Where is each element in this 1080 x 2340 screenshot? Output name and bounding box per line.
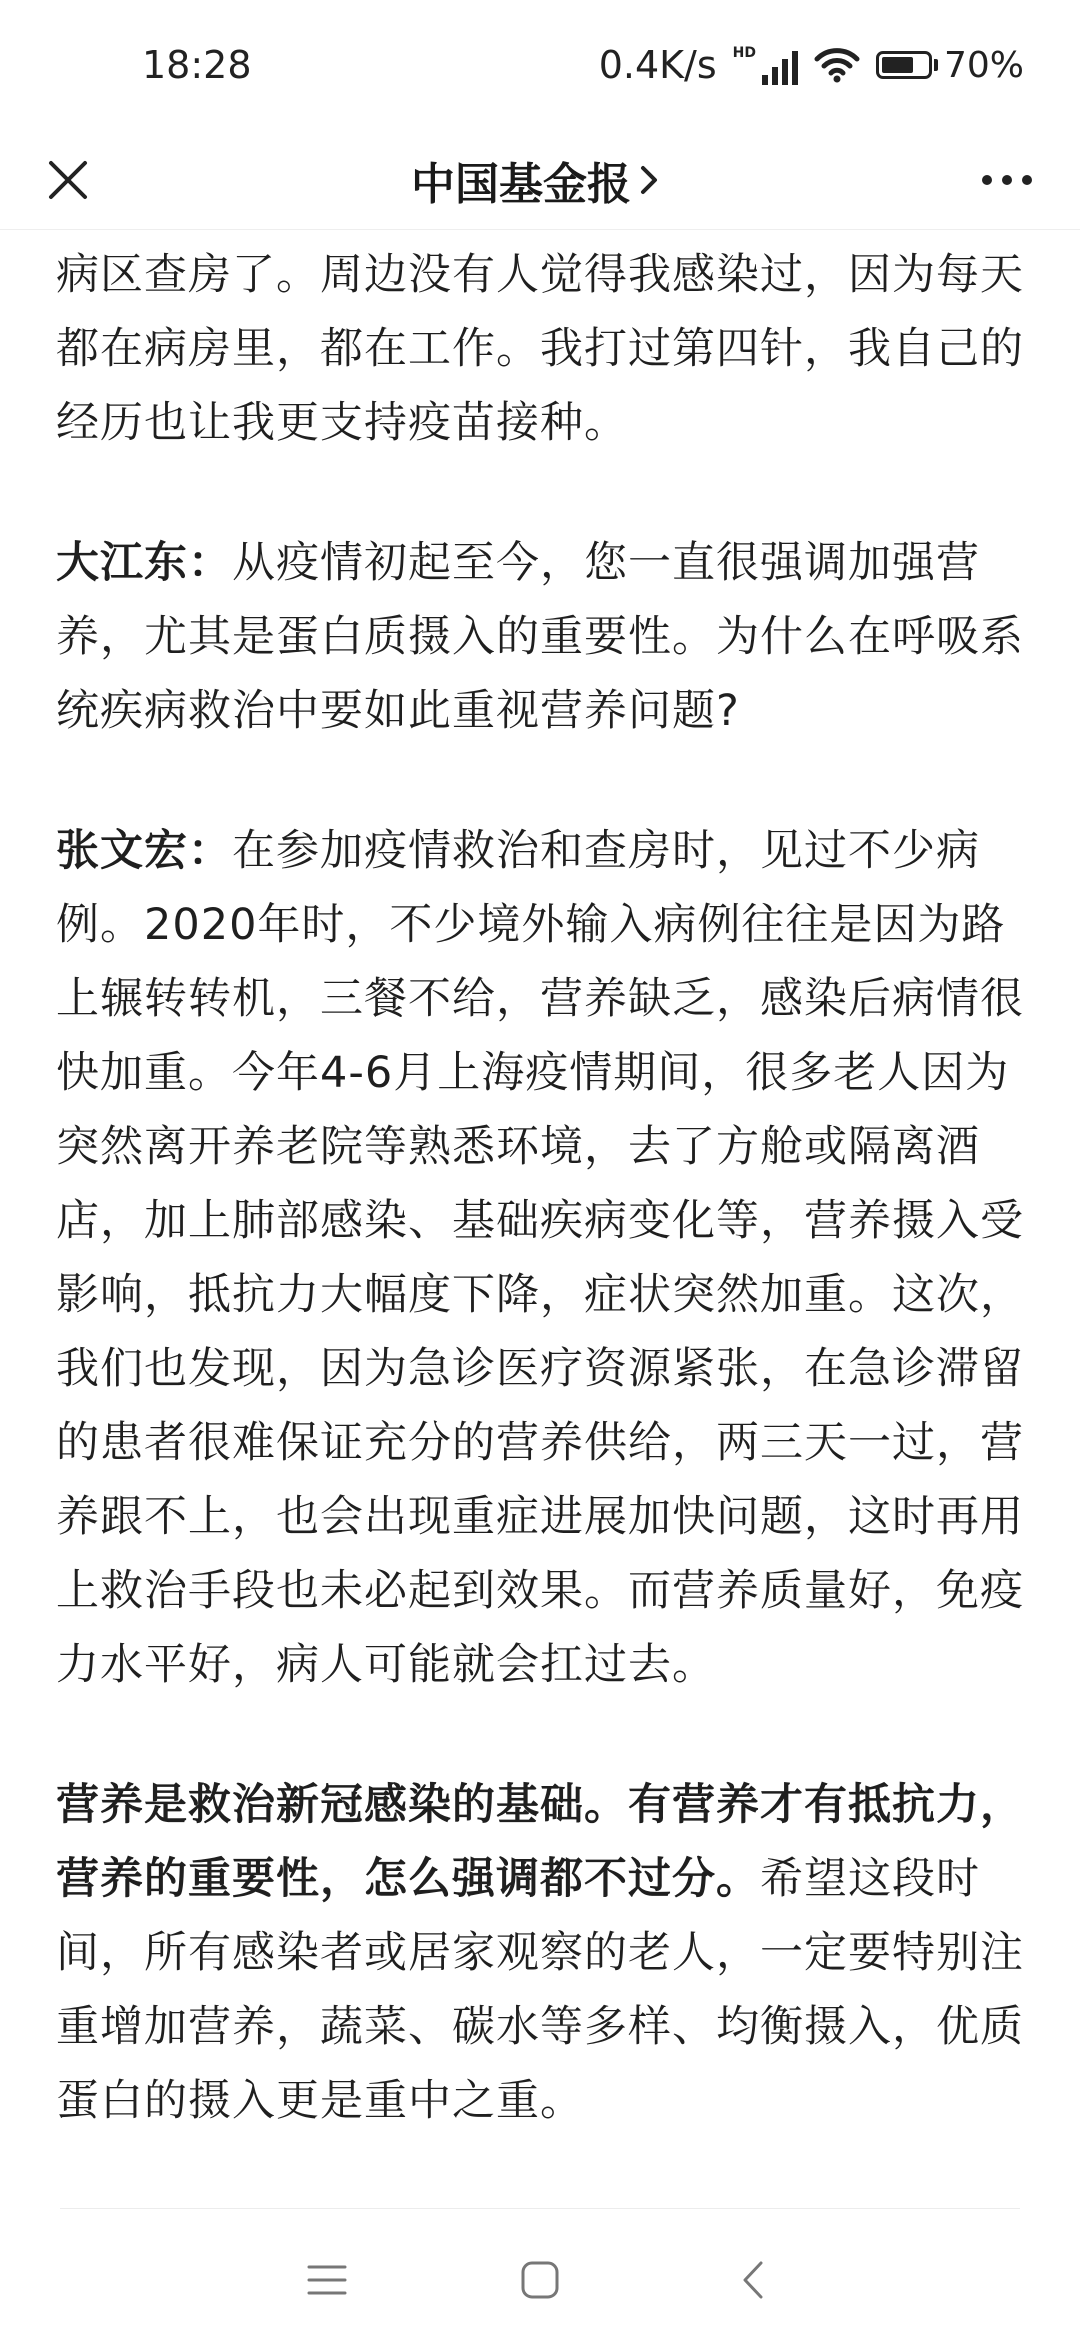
article-paragraph: 病区查房了。周边没有人觉得我感染过，因为每天都在病房里，都在工作。我打过第四针，我自己的经历也让我更支持疫苗接种。 — [56, 250, 1024, 448]
more-button[interactable] — [972, 150, 1042, 210]
home-icon — [520, 2260, 560, 2300]
account-title-button[interactable] — [411, 148, 659, 212]
chevron-right-icon — [639, 164, 659, 196]
recent-apps-button[interactable] — [292, 2245, 362, 2315]
system-nav-bar — [0, 2220, 1080, 2340]
status-bar — [0, 0, 1080, 130]
status-icons — [599, 43, 1024, 87]
menu-icon — [307, 2263, 347, 2297]
nav-bar — [0, 130, 1080, 230]
emphasis-text: 营养是救治新冠感染的基础。有营养才有抵抗力，营养的重要性，怎么强调都不过分。 — [56, 1780, 1024, 1904]
article-body — [56, 230, 1036, 2138]
page-title: 中国基金报 — [411, 158, 631, 210]
battery-percent: 70% — [943, 44, 1024, 86]
signal-icon — [733, 45, 798, 85]
wifi-icon — [814, 47, 860, 83]
status-time: 18:28 — [142, 43, 252, 87]
back-icon — [741, 2260, 765, 2300]
back-button[interactable] — [718, 2245, 788, 2315]
divider — [60, 2208, 1020, 2209]
paragraph-text: 希望这段时间，所有感染者或居家观察的老人，一定要特别注重增加营养，蔬菜、碳水等多样、均衡摄入，优质蛋白的摄入更是重中之重。 — [56, 1854, 1024, 2126]
close-button[interactable] — [38, 150, 98, 210]
article-paragraph — [56, 1768, 1036, 2138]
home-button[interactable] — [505, 2245, 575, 2315]
paragraph-text: 从疫情初起至今，您一直很强调加强营养，尤其是蛋白质摄入的重要性。为什么在呼吸系统疾病救治中要如此重视营养问题? — [56, 538, 1024, 736]
close-icon — [48, 160, 88, 200]
battery-icon — [876, 45, 1024, 86]
network-badge: HD — [732, 45, 756, 61]
net-speed: 0.4K/s — [598, 43, 717, 87]
paragraph-text: 在参加疫情救治和查房时，见过不少病例。2020年时，不少境外输入病例往往是因为路上辗转转机，三餐不给，营养缺乏，感染后病情很快加重。今年4-6月上海疫情期间，很多老人因为突然离开养老院等熟悉环境，去了方舱或隔离酒店，加上肺部感染、基础疾病变化等，营养摄入受影响，抵抗力大幅度下降，症状突然加重。这次，我们也发现，因为急诊医疗资源紧张，在急诊滞留的患者很难保证充分的营养供给，两三天一过，营养跟不上，也会出现重症进展加快问题，这时再用上救治手段也未必起到效果。而营养质量好，免疫力水平好，病人可能就会扛过去。 — [56, 826, 1024, 1690]
more-icon — [982, 175, 992, 185]
article-paragraph — [56, 526, 1036, 748]
speaker-label: 大江东： — [56, 538, 232, 588]
article-paragraph — [56, 814, 1036, 1702]
speaker-label: 张文宏： — [56, 826, 232, 876]
